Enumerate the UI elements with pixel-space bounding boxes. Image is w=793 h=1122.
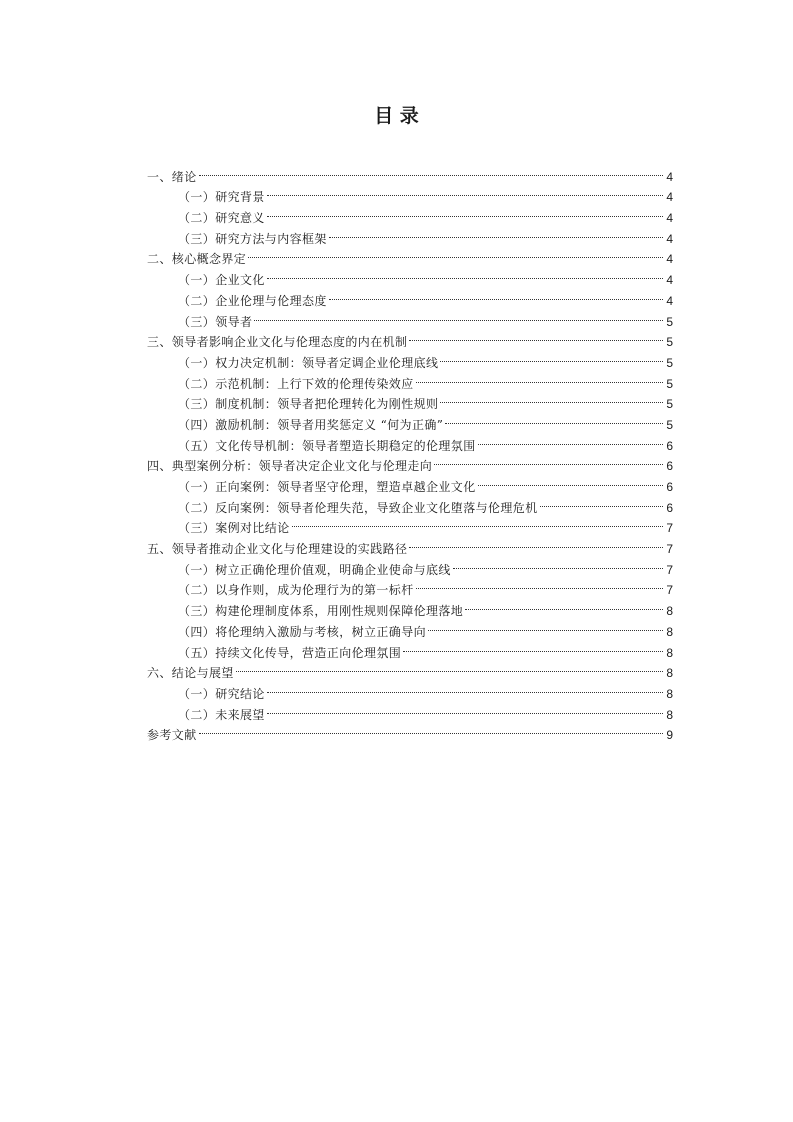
toc-entry[interactable] xyxy=(147,181,673,205)
toc-entry-page: 9 xyxy=(666,728,673,743)
toc-entry-page: 5 xyxy=(666,417,673,432)
dot-leader xyxy=(540,491,663,512)
dot-leader xyxy=(453,553,663,574)
toc-entry-label: （一）权力决定机制：领导者定调企业伦理底线 xyxy=(178,355,439,370)
toc-entry-page: 8 xyxy=(666,707,673,722)
toc-entry-page: 7 xyxy=(666,583,673,598)
toc-entry-page: 4 xyxy=(666,169,673,184)
toc-entry-page: 4 xyxy=(666,211,673,226)
toc-entry-label: （三）案例对比结论 xyxy=(178,521,290,536)
toc-entry-label: （三）领导者 xyxy=(178,314,253,329)
dot-leader xyxy=(403,636,663,657)
dot-leader xyxy=(416,367,663,388)
toc-entry-page: 7 xyxy=(666,521,673,536)
toc-entry-page: 4 xyxy=(666,190,673,205)
toc-entry-page: 4 xyxy=(666,231,673,246)
dot-leader xyxy=(434,450,663,471)
toc-entry-page: 6 xyxy=(666,459,673,474)
toc-entry-page: 4 xyxy=(666,252,673,267)
toc-entry-label: （二）未来展望 xyxy=(178,707,265,722)
toc-entry-label: （四）激励机制：领导者用奖惩定义 “何为正确” xyxy=(178,417,444,432)
page-title: 目 录 xyxy=(374,105,419,127)
toc-entry-label: （二）示范机制：上行下效的伦理传染效应 xyxy=(178,376,414,391)
dot-leader xyxy=(236,657,663,678)
dot-leader xyxy=(409,326,663,347)
toc-entry-page: 5 xyxy=(666,397,673,412)
toc-entry-label: （五）文化传导机制：领导者塑造长期稳定的伦理氛围 xyxy=(178,438,476,453)
toc-entry-label: （一）企业文化 xyxy=(178,273,265,288)
dot-leader xyxy=(248,243,663,264)
toc-entry-page: 6 xyxy=(666,438,673,453)
toc-entry-label: 六、结论与展望 xyxy=(147,666,234,681)
toc-entry[interactable] xyxy=(147,160,673,184)
toc-entry-label: （三）研究方法与内容框架 xyxy=(178,231,327,246)
dot-leader xyxy=(440,346,663,367)
dot-leader xyxy=(267,201,663,222)
dot-leader xyxy=(440,388,663,409)
toc-entry-page: 5 xyxy=(666,314,673,329)
toc-entry-page: 8 xyxy=(666,645,673,660)
toc-entry-label: （二）研究意义 xyxy=(178,211,265,226)
toc-entry-page: 5 xyxy=(666,355,673,370)
toc-entry-page: 5 xyxy=(666,335,673,350)
toc-entry-page: 6 xyxy=(666,500,673,515)
toc-entry-label: （二）反向案例：领导者伦理失范，导致企业文化堕落与伦理危机 xyxy=(178,500,538,515)
dot-leader xyxy=(254,305,663,326)
toc-entry-label: 二、核心概念界定 xyxy=(147,252,247,267)
toc-entry-label: （三）构建伦理制度体系，用刚性规则保障伦理落地 xyxy=(178,604,464,619)
dot-leader xyxy=(478,429,663,450)
dot-leader xyxy=(199,719,663,740)
dot-leader xyxy=(465,594,663,615)
toc-entry-label: （三）制度机制：领导者把伦理转化为刚性规则 xyxy=(178,397,439,412)
dot-leader xyxy=(199,160,663,181)
toc-entry-label: （四）将伦理纳入激励与考核，树立正确导向 xyxy=(178,624,427,639)
toc-entry-label: （一）正向案例：领导者坚守伦理，塑造卓越企业文化 xyxy=(178,480,476,494)
dot-leader xyxy=(428,615,663,636)
dot-leader xyxy=(292,512,663,533)
toc-entry-page: 4 xyxy=(666,293,673,308)
toc-entry-label: （二）以身作则，成为伦理行为的第一标杆 xyxy=(178,583,414,598)
dot-leader xyxy=(267,677,663,698)
dot-leader xyxy=(478,470,663,491)
toc-entry-page: 7 xyxy=(666,562,673,577)
toc-entry-label: （一）研究结论 xyxy=(178,686,265,701)
toc-entry-page: 5 xyxy=(666,376,673,391)
toc-entry-label: （二）企业伦理与伦理态度 xyxy=(178,293,327,308)
toc-entry-label: 五、领导者推动企业文化与伦理建设的实践路径 xyxy=(147,542,408,557)
toc-entry-page: 8 xyxy=(666,666,673,681)
toc-entry-label: 三、领导者影响企业文化与伦理态度的内在机制 xyxy=(147,335,408,350)
dot-leader xyxy=(267,181,663,202)
toc-entry-label: （五）持续文化传导，营造正向伦理氛围 xyxy=(178,645,402,660)
table-of-contents xyxy=(147,160,673,743)
toc-entry-label: 一、绪论 xyxy=(147,169,197,184)
toc-entry-page: 8 xyxy=(666,624,673,639)
toc-entry-page: 4 xyxy=(666,273,673,288)
toc-entry-label: 参考文献 xyxy=(147,728,197,743)
toc-entry-page: 8 xyxy=(666,686,673,701)
dot-leader xyxy=(416,574,663,595)
toc-entry-page: 6 xyxy=(666,480,673,494)
toc-entry-page: 7 xyxy=(666,542,673,557)
dot-leader xyxy=(267,698,663,719)
dot-leader xyxy=(329,284,663,305)
dot-leader xyxy=(329,222,663,243)
toc-entry-label: 四、典型案例分析：领导者决定企业文化与伦理走向 xyxy=(147,459,433,474)
dot-leader xyxy=(267,263,663,284)
dot-leader xyxy=(409,532,663,553)
dot-leader xyxy=(445,408,663,429)
toc-entry[interactable] xyxy=(147,719,673,743)
toc-entry-label: （一）树立正确伦理价值观，明确企业使命与底线 xyxy=(178,562,451,577)
toc-entry-label: （一）研究背景 xyxy=(178,190,265,205)
toc-entry-page: 8 xyxy=(666,604,673,619)
